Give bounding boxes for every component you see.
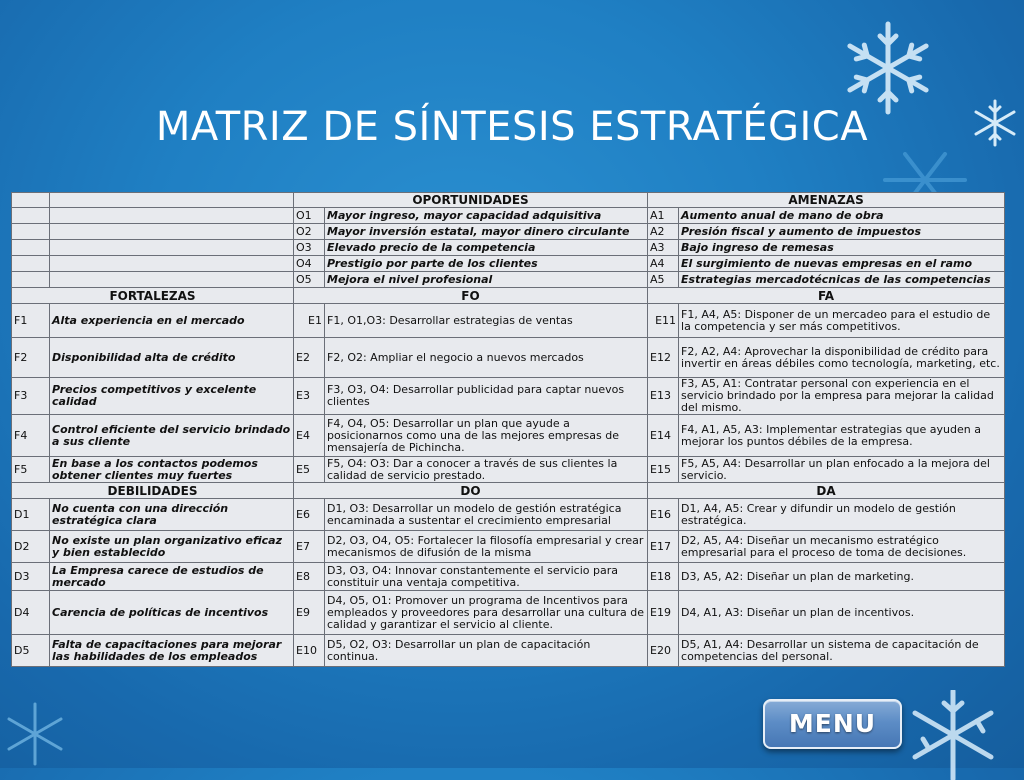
empty-cell (50, 240, 294, 256)
empty-cell (12, 208, 50, 224)
fa-strategy: F3, A5, A1: Contratar personal con experiencia en el servicio brindado por la empresa para mejorar la calidad del mismo. (679, 378, 1005, 415)
empty-cell (50, 208, 294, 224)
snowflake-icon (898, 690, 1008, 780)
snowflake-icon (0, 700, 70, 768)
empty-cell (12, 272, 50, 288)
empty-cell (50, 256, 294, 272)
do-header: DO (294, 483, 648, 499)
opportunity-text: Mayor ingreso, mayor capacidad adquisitiva (325, 208, 648, 224)
weakness-text: No existe un plan organizativo eficaz y bien establecido (50, 531, 294, 563)
fo-code: E3 (294, 378, 325, 415)
do-code: E7 (294, 531, 325, 563)
fo-code: E1 (294, 304, 325, 338)
threat-code: A3 (648, 240, 679, 256)
do-code: E9 (294, 591, 325, 635)
weakness-row (12, 635, 1005, 667)
strength-text: En base a los contactos podemos obtener clientes muy fuertes (50, 457, 294, 483)
da-code: E18 (648, 563, 679, 591)
fa-strategy: F1, A4, A5: Disponer de un mercadeo para el estudio de la competencia y ser más competitivos. (679, 304, 1005, 338)
do-strategy: D2, O3, O4, O5: Fortalecer la filosofía empresarial y crear mecanismos de difusión de la misma (325, 531, 648, 563)
strength-row (12, 378, 1005, 415)
da-header: DA (648, 483, 1005, 499)
fo-strategy: F1, O1,O3: Desarrollar estrategias de ventas (325, 304, 648, 338)
empty-cell (50, 224, 294, 240)
empty-cell (12, 193, 50, 208)
do-strategy: D3, O3, O4: Innovar constantemente el servicio para constituir una ventaja competitiva. (325, 563, 648, 591)
strategy-matrix-table (11, 192, 1005, 667)
opportunity-code: O1 (294, 208, 325, 224)
strength-code: F2 (12, 338, 50, 378)
opportunity-code: O4 (294, 256, 325, 272)
da-code: E16 (648, 499, 679, 531)
opportunity-threat-row (12, 240, 1005, 256)
opportunity-code: O5 (294, 272, 325, 288)
weakness-code: D2 (12, 531, 50, 563)
opportunity-threat-row (12, 272, 1005, 288)
da-code: E17 (648, 531, 679, 563)
fo-strategy: F5, O4: O3: Dar a conocer a través de sus clientes la calidad de servicio prestado. (325, 457, 648, 483)
strength-text: Control eficiente del servicio brindado a sus cliente (50, 415, 294, 457)
do-code: E10 (294, 635, 325, 667)
weakness-row (12, 499, 1005, 531)
fa-code: E14 (648, 415, 679, 457)
threat-text: Presión fiscal y aumento de impuestos (679, 224, 1005, 240)
fa-strategy: F5, A5, A4: Desarrollar un plan enfocado a la mejora del servicio. (679, 457, 1005, 483)
fa-strategy: F2, A2, A4: Aprovechar la disponibilidad de crédito para invertir en áreas débiles como tecnología, marketing, etc. (679, 338, 1005, 378)
threat-text: El surgimiento de nuevas empresas en el ramo (679, 256, 1005, 272)
empty-cell (12, 256, 50, 272)
threat-code: A1 (648, 208, 679, 224)
fo-code: E4 (294, 415, 325, 457)
da-strategy: D5, A1, A4: Desarrollar un sistema de capacitación de competencias del personal. (679, 635, 1005, 667)
debilidades-header: DEBILIDADES (12, 483, 294, 499)
weakness-text: Carencia de políticas de incentivos (50, 591, 294, 635)
threat-code: A4 (648, 256, 679, 272)
weakness-text: La Empresa carece de estudios de mercado (50, 563, 294, 591)
fa-code: E13 (648, 378, 679, 415)
section-header-row (12, 288, 1005, 304)
strength-text: Precios competitivos y excelente calidad (50, 378, 294, 415)
da-strategy: D1, A4, A5: Crear y difundir un modelo de gestión estratégica. (679, 499, 1005, 531)
threat-code: A2 (648, 224, 679, 240)
strength-code: F1 (12, 304, 50, 338)
fortalezas-header: FORTALEZAS (12, 288, 294, 304)
strength-row (12, 415, 1005, 457)
do-strategy: D5, O2, O3: Desarrollar un plan de capacitación continua. (325, 635, 648, 667)
empty-cell (12, 240, 50, 256)
opportunity-text: Mejora el nivel profesional (325, 272, 648, 288)
strength-code: F4 (12, 415, 50, 457)
opportunity-text: Mayor inversión estatal, mayor dinero circulante (325, 224, 648, 240)
fa-strategy: F4, A1, A5, A3: Implementar estrategias que ayuden a mejorar los puntos débiles de la empresa. (679, 415, 1005, 457)
do-code: E6 (294, 499, 325, 531)
weakness-code: D3 (12, 563, 50, 591)
empty-cell (50, 193, 294, 208)
do-strategy: D4, O5, O1: Promover un programa de Incentivos para empleados y proveedores para desarrollar una cultura de calidad y garantizar el servicio al cliente. (325, 591, 648, 635)
da-code: E19 (648, 591, 679, 635)
strength-row (12, 457, 1005, 483)
strength-row (12, 338, 1005, 378)
weakness-text: Falta de capacitaciones para mejorar las habilidades de los empleados (50, 635, 294, 667)
fo-code: E5 (294, 457, 325, 483)
opportunity-threat-row (12, 208, 1005, 224)
fa-code: E15 (648, 457, 679, 483)
fa-code: E11 (648, 304, 679, 338)
weakness-code: D5 (12, 635, 50, 667)
strength-code: F5 (12, 457, 50, 483)
threat-code: A5 (648, 272, 679, 288)
fo-strategy: F3, O3, O4: Desarrollar publicidad para captar nuevos clientes (325, 378, 648, 415)
weakness-text: No cuenta con una dirección estratégica clara (50, 499, 294, 531)
amenazas-header: AMENAZAS (648, 193, 1005, 208)
weakness-row (12, 563, 1005, 591)
fa-code: E12 (648, 338, 679, 378)
weakness-row (12, 531, 1005, 563)
fo-strategy: F4, O4, O5: Desarrollar un plan que ayude a posicionarnos como una de las mejores empresas de mensajería de Pichincha. (325, 415, 648, 457)
da-strategy: D3, A5, A2: Diseñar un plan de marketing. (679, 563, 1005, 591)
snowflake-icon (838, 18, 938, 118)
strength-text: Alta experiencia en el mercado (50, 304, 294, 338)
oportunidades-header: OPORTUNIDADES (294, 193, 648, 208)
da-strategy: D4, A1, A3: Diseñar un plan de incentivos. (679, 591, 1005, 635)
section-header-row (12, 483, 1005, 499)
fo-code: E2 (294, 338, 325, 378)
opportunity-text: Prestigio por parte de los clientes (325, 256, 648, 272)
threat-text: Aumento anual de mano de obra (679, 208, 1005, 224)
header-row (12, 193, 1005, 208)
menu-button[interactable]: MENU (763, 699, 902, 749)
da-code: E20 (648, 635, 679, 667)
fo-header: FO (294, 288, 648, 304)
strength-code: F3 (12, 378, 50, 415)
opportunity-text: Elevado precio de la competencia (325, 240, 648, 256)
threat-text: Bajo ingreso de remesas (679, 240, 1005, 256)
opportunity-threat-row (12, 256, 1005, 272)
empty-cell (50, 272, 294, 288)
do-code: E8 (294, 563, 325, 591)
fo-strategy: F2, O2: Ampliar el negocio a nuevos mercados (325, 338, 648, 378)
weakness-row (12, 591, 1005, 635)
opportunity-code: O3 (294, 240, 325, 256)
da-strategy: D2, A5, A4: Diseñar un mecanismo estratégico empresarial para el proceso de toma de decisiones. (679, 531, 1005, 563)
fa-header: FA (648, 288, 1005, 304)
do-strategy: D1, O3: Desarrollar un modelo de gestión estratégica encaminada a sustentar el crecimiento empresarial (325, 499, 648, 531)
empty-cell (12, 224, 50, 240)
weakness-code: D4 (12, 591, 50, 635)
threat-text: Estrategias mercadotécnicas de las competencias (679, 272, 1005, 288)
page-title: MATRIZ DE SÍNTESIS ESTRATÉGICA (155, 104, 869, 150)
opportunity-code: O2 (294, 224, 325, 240)
weakness-code: D1 (12, 499, 50, 531)
strength-text: Disponibilidad alta de crédito (50, 338, 294, 378)
strength-row (12, 304, 1005, 338)
opportunity-threat-row (12, 224, 1005, 240)
